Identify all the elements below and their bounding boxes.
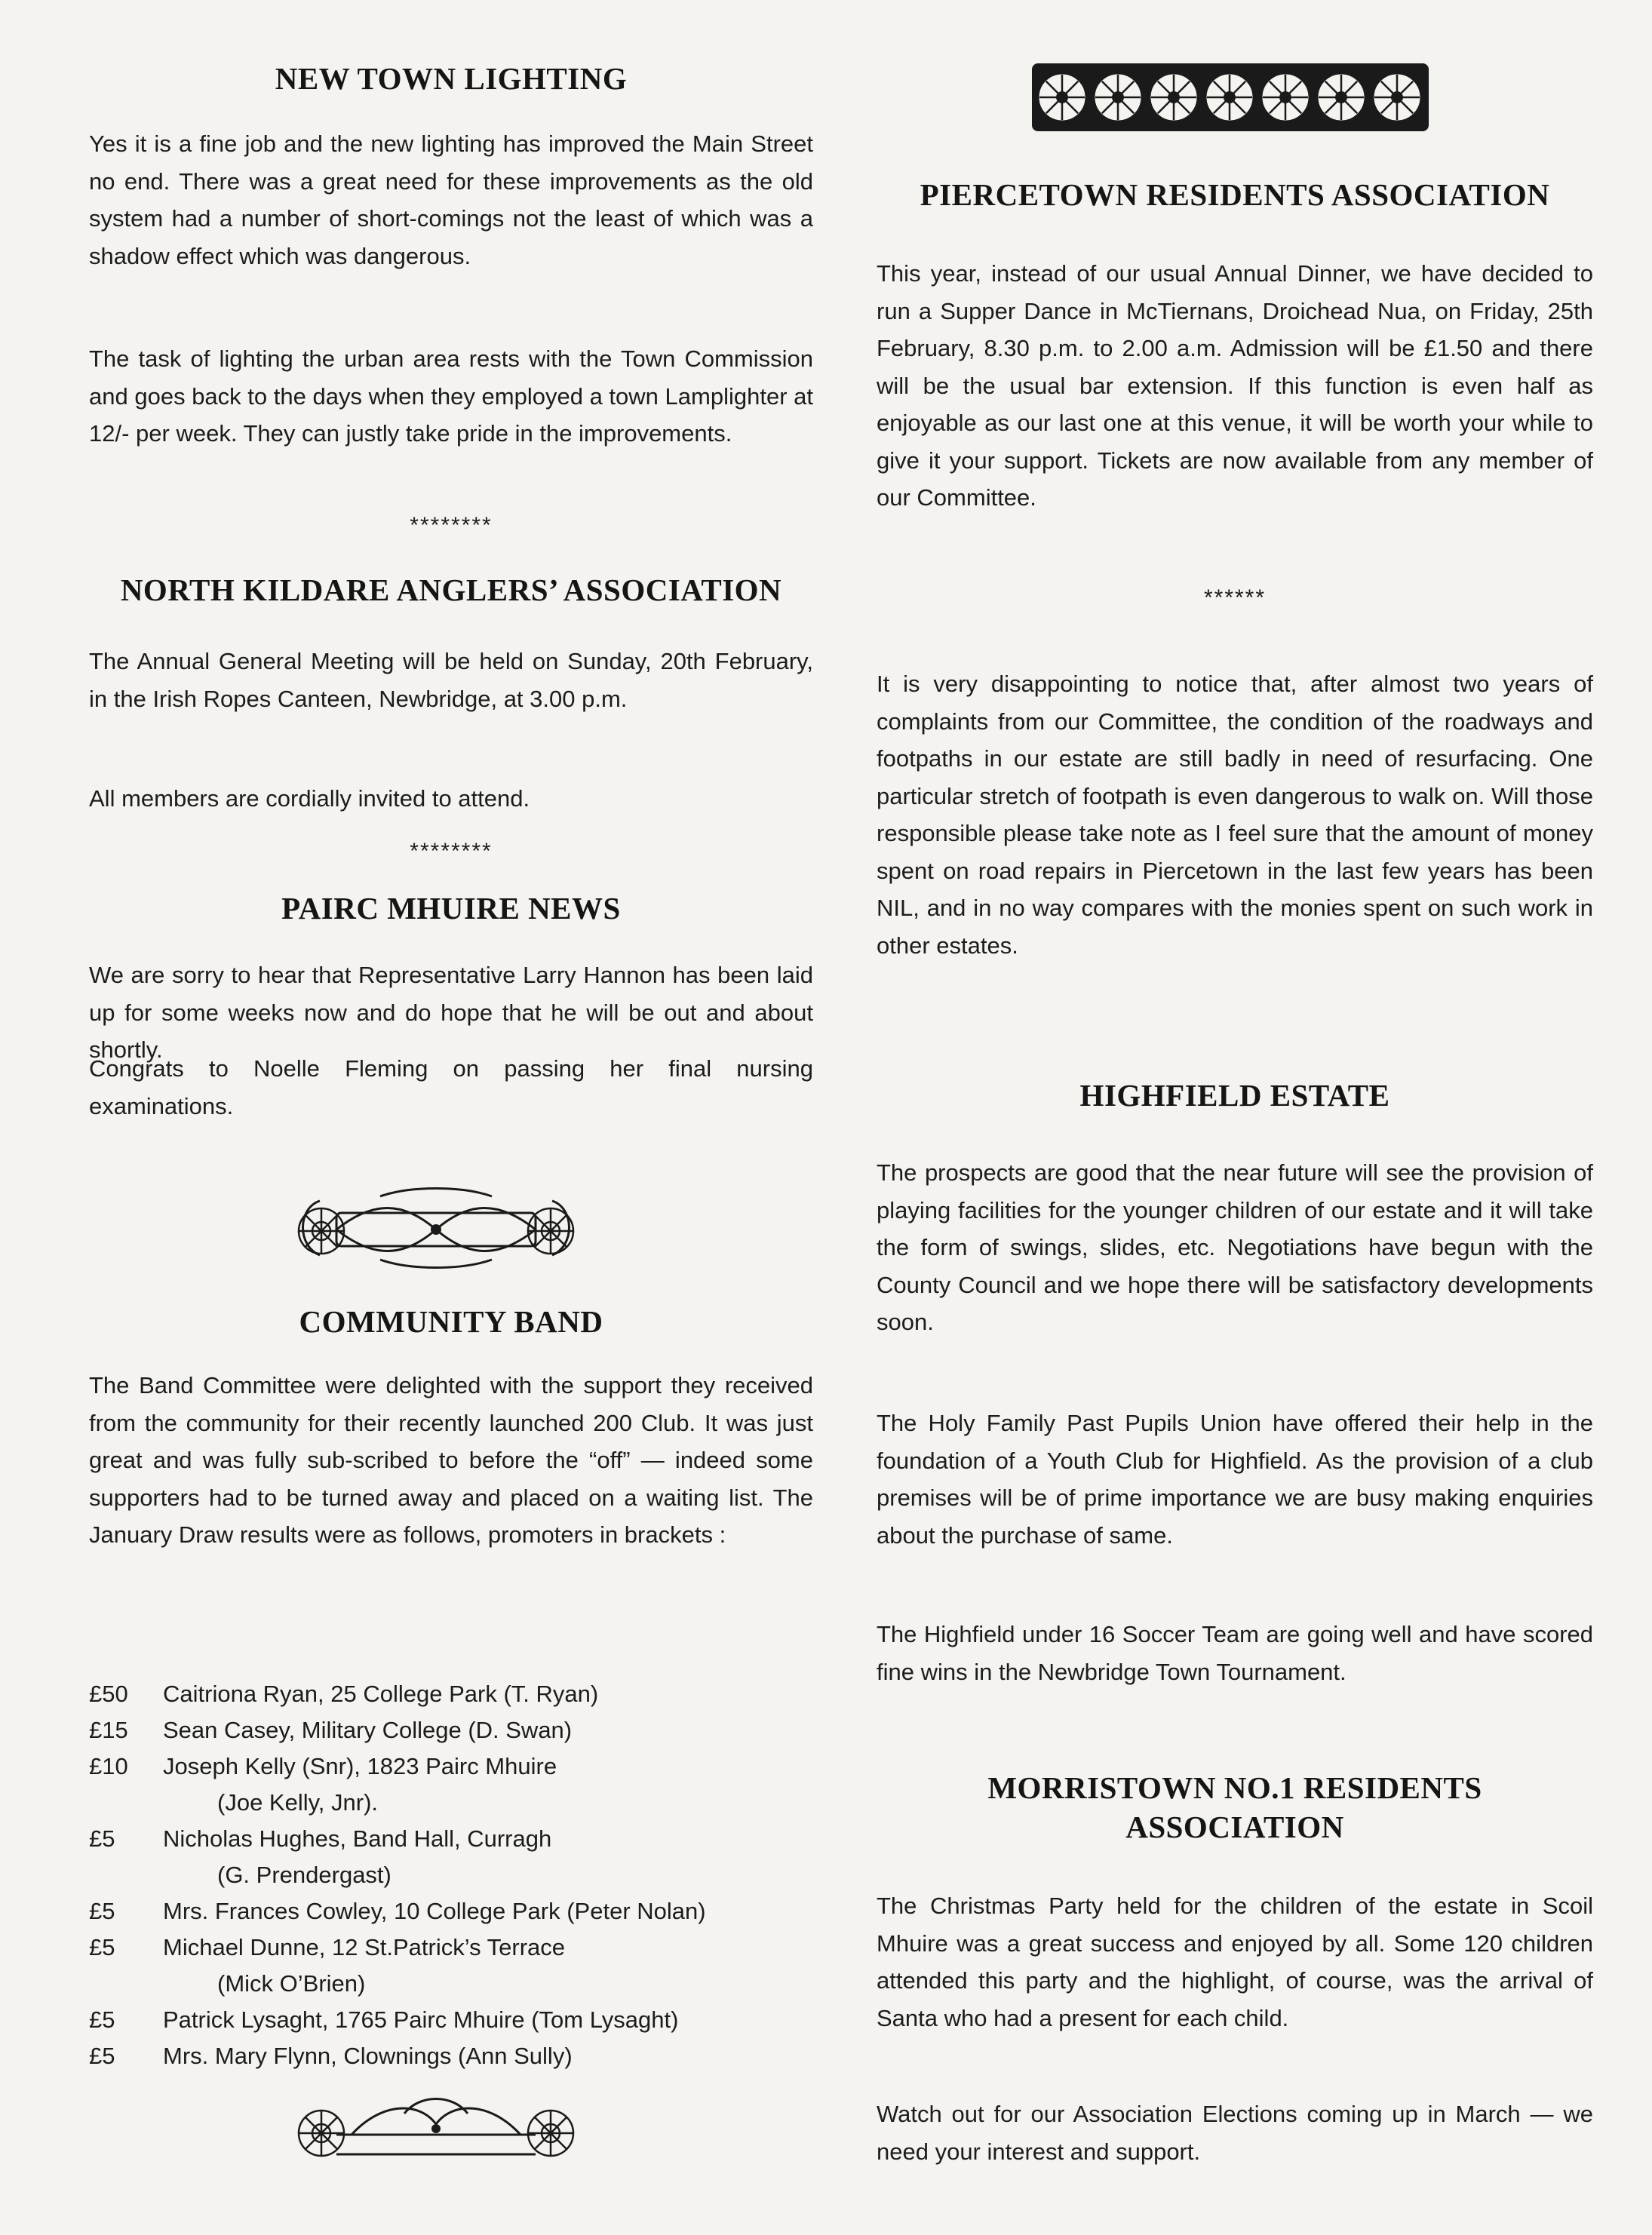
draw-promoter: (G. Prendergast) [217,1862,392,1888]
separator-stars: ****** [1203,585,1267,610]
draw-promoter: (Mick O’Brien) [217,1970,366,1997]
pairc-paragraph-2: Congrats to Noelle Fleming on passing her final nursing examinations. [89,1055,813,1119]
band-title: COMMUNITY BAND [299,1304,603,1339]
draw-results-list [89,1676,813,2074]
anglers-paragraph-1: The Annual General Meeting will be held on Sunday, 20th February, in the Irish Ropes Canteen, Newbridge, at 3.00 p.m. [89,648,813,712]
draw-result-item [89,1930,813,2002]
separator-stars: ******** [410,839,493,864]
draw-amount: £15 [89,1717,128,1743]
draw-result-item [89,1676,813,1712]
lighting-paragraph-2: The task of lighting the urban area rests with the Town Commission and goes back to the days when they employed a town Lamplighter at 12/- per week. They can justly take pride in the improvements. [89,345,813,447]
piercetown-paragraph-1: This year, instead of our usual Annual Dinner, we have decided to run a Supper Dance in McTiernans, Droichead Nua, on Friday, 25th February, 8.30 p.m. to 2.00 a.m. Admission will be £1.50 and there will be the usual bar extension. If this function is even half as enjoyable as our last one at this venue, it will be worth your while to give it your support. Tickets are now available from any member of our Committee. [877,260,1593,511]
highfield-title: HIGHFIELD ESTATE [1079,1078,1390,1113]
highfield-paragraph-1: The prospects are good that the near future will see the provision of playing facilities for the younger children of our estate and it will take the form of swings, slides, etc. Negotiations have begun with the County Council and we hope there will be satisfactory developments soon. [877,1159,1593,1335]
draw-amount: £5 [89,2043,115,2069]
draw-amount: £5 [89,1825,115,1852]
draw-winner: Nicholas Hughes, Band Hall, Curragh [163,1825,552,1852]
band-paragraph-1: The Band Committee were delighted with the support they received from the community for their recently launched 200 Club. It was just great and was fully sub-scribed to before the “off” — indeed some supporters had to be turned away and placed on a waiting list. The January Draw results were as follows, promoters in brackets : [89,1372,813,1548]
draw-result-item [89,1893,813,1930]
highfield-paragraph-3: The Highfield under 16 Soccer Team are going well and have scored fine wins in the Newbridge Town Tournament. [877,1621,1593,1685]
draw-promoter: (Joe Kelly, Jnr). [217,1789,379,1816]
draw-amount: £5 [89,1934,115,1960]
lighting-paragraph-1: Yes it is a fine job and the new lighting has improved the Main Street no end. There was a great need for these improvements as the old system had a number of short-comings not the least of which was a shadow effect which was dangerous. [89,130,813,269]
anglers-paragraph-2: All members are cordially invited to attend. [89,785,530,812]
draw-winner: Michael Dunne, 12 St.Patrick’s Terrace [163,1934,565,1960]
draw-result-item [89,1821,813,1893]
scroll-ornament-icon [290,1186,582,1274]
morristown-paragraph-1: The Christmas Party held for the children of the estate in Scoil Mhuire was a great success and enjoyed by all. Some 120 children attended this party and the highlight, of course, was the arrival of Santa who had a present for each child. [877,1893,1593,2031]
highfield-paragraph-2: The Holy Family Past Pupils Union have offered their help in the foundation of a Youth Club for Highfield. As the provision of a club premises will be of prime importance we are busy making enquiries about the purchase of same. [877,1410,1593,1549]
draw-winner: Caitriona Ryan, 25 College Park (T. Ryan) [163,1681,599,1707]
draw-amount: £50 [89,1681,128,1707]
pairc-title: PAIRC MHUIRE NEWS [281,891,621,926]
draw-amount: £10 [89,1753,128,1779]
draw-amount: £5 [89,2006,115,2033]
draw-winner: Sean Casey, Military College (D. Swan) [163,1717,573,1743]
morristown-title-line-2: ASSOCIATION [1125,1810,1344,1844]
draw-winner: Joseph Kelly (Snr), 1823 Pairc Mhuire [163,1753,557,1779]
piercetown-title: PIERCETOWN RESIDENTS ASSOCIATION [920,177,1550,212]
wheel-band-icon [1030,62,1430,137]
draw-result-item [89,1712,813,1748]
draw-result-item [89,2002,813,2038]
anglers-title: NORTH KILDARE ANGLERS’ ASSOCIATION [120,573,782,607]
piercetown-paragraph-2: It is very disappointing to notice that, after almost two years of complaints from our Committee, the condition of the roadways and footpaths in our estate are still badly in need of resurfacing. One particular stretch of footpath is even dangerous to walk on. Will those responsible please take note as I feel sure that the amount of money spent on road repairs in Piercetown in the last few years has been NIL, and in no way compares with the monies spent on such work in other estates. [877,671,1593,959]
draw-result-item [89,2038,813,2074]
morristown-paragraph-2: Watch out for our Association Elections coming up in March — we need your interest and support. [877,2101,1593,2165]
draw-result-item [89,1748,813,1821]
draw-winner: Patrick Lysaght, 1765 Pairc Mhuire (Tom Lysaght) [163,2006,679,2033]
scroll-ornament-icon [291,2086,581,2173]
lighting-title: NEW TOWN LIGHTING [275,61,628,96]
draw-winner: Mrs. Frances Cowley, 10 College Park (Peter Nolan) [163,1898,706,1924]
draw-winner: Mrs. Mary Flynn, Clownings (Ann Sully) [163,2043,573,2069]
morristown-title-line-1: MORRISTOWN NO.1 RESIDENTS [987,1770,1482,1805]
draw-amount: £5 [89,1898,115,1924]
pairc-paragraph-1: We are sorry to hear that Representative Larry Hannon has been laid up for some weeks now and do hope that he will be out and about shortly. [89,962,813,1063]
separator-stars: ******** [410,513,493,538]
